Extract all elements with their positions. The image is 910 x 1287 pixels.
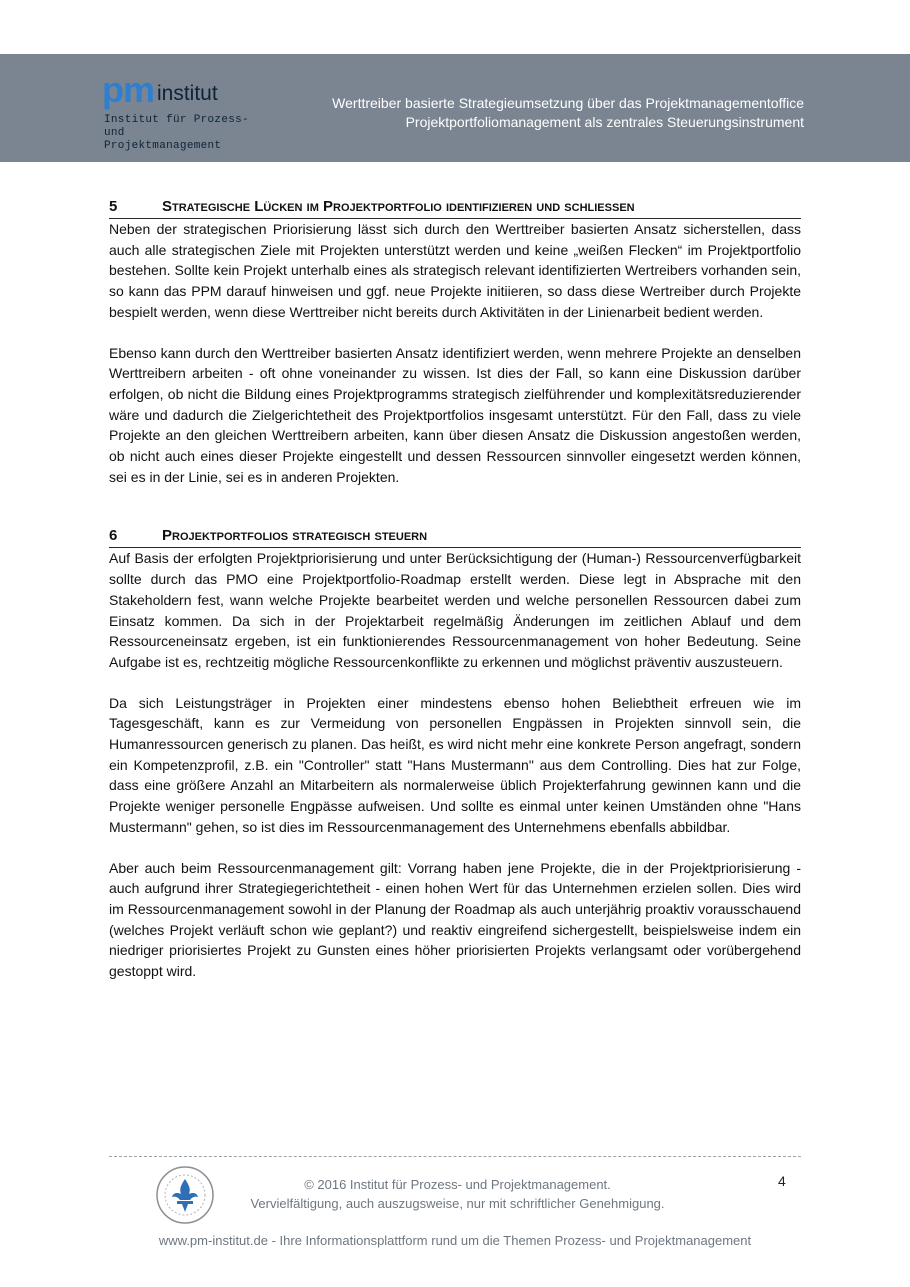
- document-title-line1: Werttreiber basierte Strategieumsetzung über das Projektmanagementoffice: [332, 95, 804, 111]
- logo-subtitle: [104, 114, 262, 153]
- paragraph: Da sich Leistungsträger in Projekten einer mindestens ebenso hohen Beliebtheit erfreuen wie im Tagesgeschäft, kann es zur Vermeidung von personellen Engpässen in Projekten sinnvoll sein, die Humanressourcen generisch zu planen. Das heißt, es wird nicht mehr eine konkrete Person angefragt, sondern ein Kompetenzprofil, z.B. ein "Controller" statt "Hans Mustermann" aus dem Controlling. Dies hat zur Folge, dass eine größere Anzahl an Mitarbeitern als normalerweise üblich Projekterfahrung gewinnen kann und die Projekte weniger personelle Engpässe aufweisen. Und sollte es einmal unter keinen Umständen ohne "Hans Mustermann" gehen, so ist dies im Ressourcenmanagement des Unternehmens ebenfalls abbildbar.: [109, 694, 801, 835]
- document-title-line2: Projektportfoliomanagement als zentrales Steuerungsinstrument: [405, 114, 804, 130]
- logo-subtitle-line2: Projektmanagement: [104, 140, 222, 152]
- page-number: 4: [778, 1173, 786, 1189]
- footer-website-line[interactable]: www.pm-institut.de - Ihre Informationsplattform rund um die Themen Prozess- und Projektmanagement: [158, 1233, 752, 1248]
- logo-subtitle-line1: Institut für Prozess- und: [104, 114, 249, 139]
- paragraph: Aber auch beim Ressourcenmanagement gilt: Vorrang haben jene Projekte, die in der Projektpriorisierung - auch aufgrund ihrer Strategiegerichtetheit - einen hohen Wert für das Unternehmen erzielen sollen. Dies wird im Ressourcenmanagement sowohl in der Planung der Roadmap als auch unterjährig proaktiv vorausschauend (welches Projekt verläuft schon wie geplant?) und reaktiv eingreifend sichergestellt, beispielsweise indem ein niedriger priorisiertes Projekt zu Gunsten eines höher priorisierten Projekts verlangsamt oder vorübergehend gestoppt wird.: [109, 859, 801, 980]
- logo-mark: pm: [102, 69, 154, 110]
- logo-word: institut: [157, 82, 218, 105]
- pm-institut-logo: [102, 70, 262, 150]
- footer-divider: [109, 1156, 801, 1157]
- document-title: [332, 94, 804, 132]
- fleur-de-lis-seal-icon: [155, 1165, 215, 1225]
- copyright-notice: Vervielfältigung, auch auszugsweise, nur mit schriftlicher Genehmigung.: [250, 1196, 665, 1211]
- section-number: 6: [109, 527, 118, 545]
- paragraph: Neben der strategischen Priorisierung lässt sich durch den Werttreiber basierten Ansatz sicherstellen, dass auch alle strategischen Ziele mit Projekten unterstützt werden und keine „weißen Flecken“ im Projektportfolio bestehen. Sollte kein Projekt unterhalb eines als strategisch relevant identifizierten Wertreibers vorhanden sein, so kann das PPM darauf hinweisen und ggf. neue Projekte initiieren, so dass diese Wertreiber durch Projekte bespielt werden, wenn diese Werttreiber nicht bereits durch Aktivitäten in der Linienarbeit bedient werden.: [109, 221, 801, 320]
- footer-copyright: [230, 1175, 685, 1213]
- section-title: Projektportfolios strategisch steuern: [162, 527, 428, 545]
- page-content: [109, 198, 801, 982]
- section-heading-6: [109, 527, 801, 548]
- paragraph: Auf Basis der erfolgten Projektpriorisierung und unter Berücksichtigung der (Human-) Ressourcenverfügbarkeit sollte durch das PMO eine Projektportfolio-Roadmap erstellt werden. Diese legt in Absprache mit den Stakeholdern fest, wann welche Projekte bearbeitet werden und welche personellen Ressourcen dabei zum Einsatz kommen. Da sich in der Projektarbeit regelmäßig Änderungen im zeitlichen Ablauf und dem Ressourceneinsatz ergeben, ist ein funktionierendes Ressourcenmanagement von hoher Bedeutung. Seine Aufgabe ist es, rechtzeitig mögliche Ressourcenkonflikte zu erkennen und möglichst präventiv auszusteuern.: [109, 550, 801, 670]
- section-heading-5: [109, 198, 801, 219]
- section-number: 5: [109, 198, 118, 215]
- paragraph: Ebenso kann durch den Werttreiber basierten Ansatz identifiziert werden, wenn mehrere Projekte an denselben Werttreibern arbeiten - oft ohne voneinander zu wissen. Ist dies der Fall, so kann eine Diskussion darüber erfolgen, ob nicht die Bildung eines Projektprogramms strategisch zielführender und komplexitätsreduzierender wäre und dadurch die Zielgerichtetheit des Projektportfolios insgesamt unterstützt. Für den Fall, dass zu viele Projekte an den gleichen Werttreibern arbeiten, kann über diesen Ansatz die Diskussion angestoßen werden, ob nicht auch eines dieser Projekte eingestellt und dessen Ressourcen sinnvoller eingesetzt werden können, sei es in der Linie, sei es in anderen Projekten.: [109, 344, 801, 485]
- copyright-text: © 2016 Institut für Prozess- und Projektmanagement.: [304, 1177, 611, 1192]
- section-title: Strategische Lücken im Projektportfolio identifizieren und schließen: [162, 198, 635, 215]
